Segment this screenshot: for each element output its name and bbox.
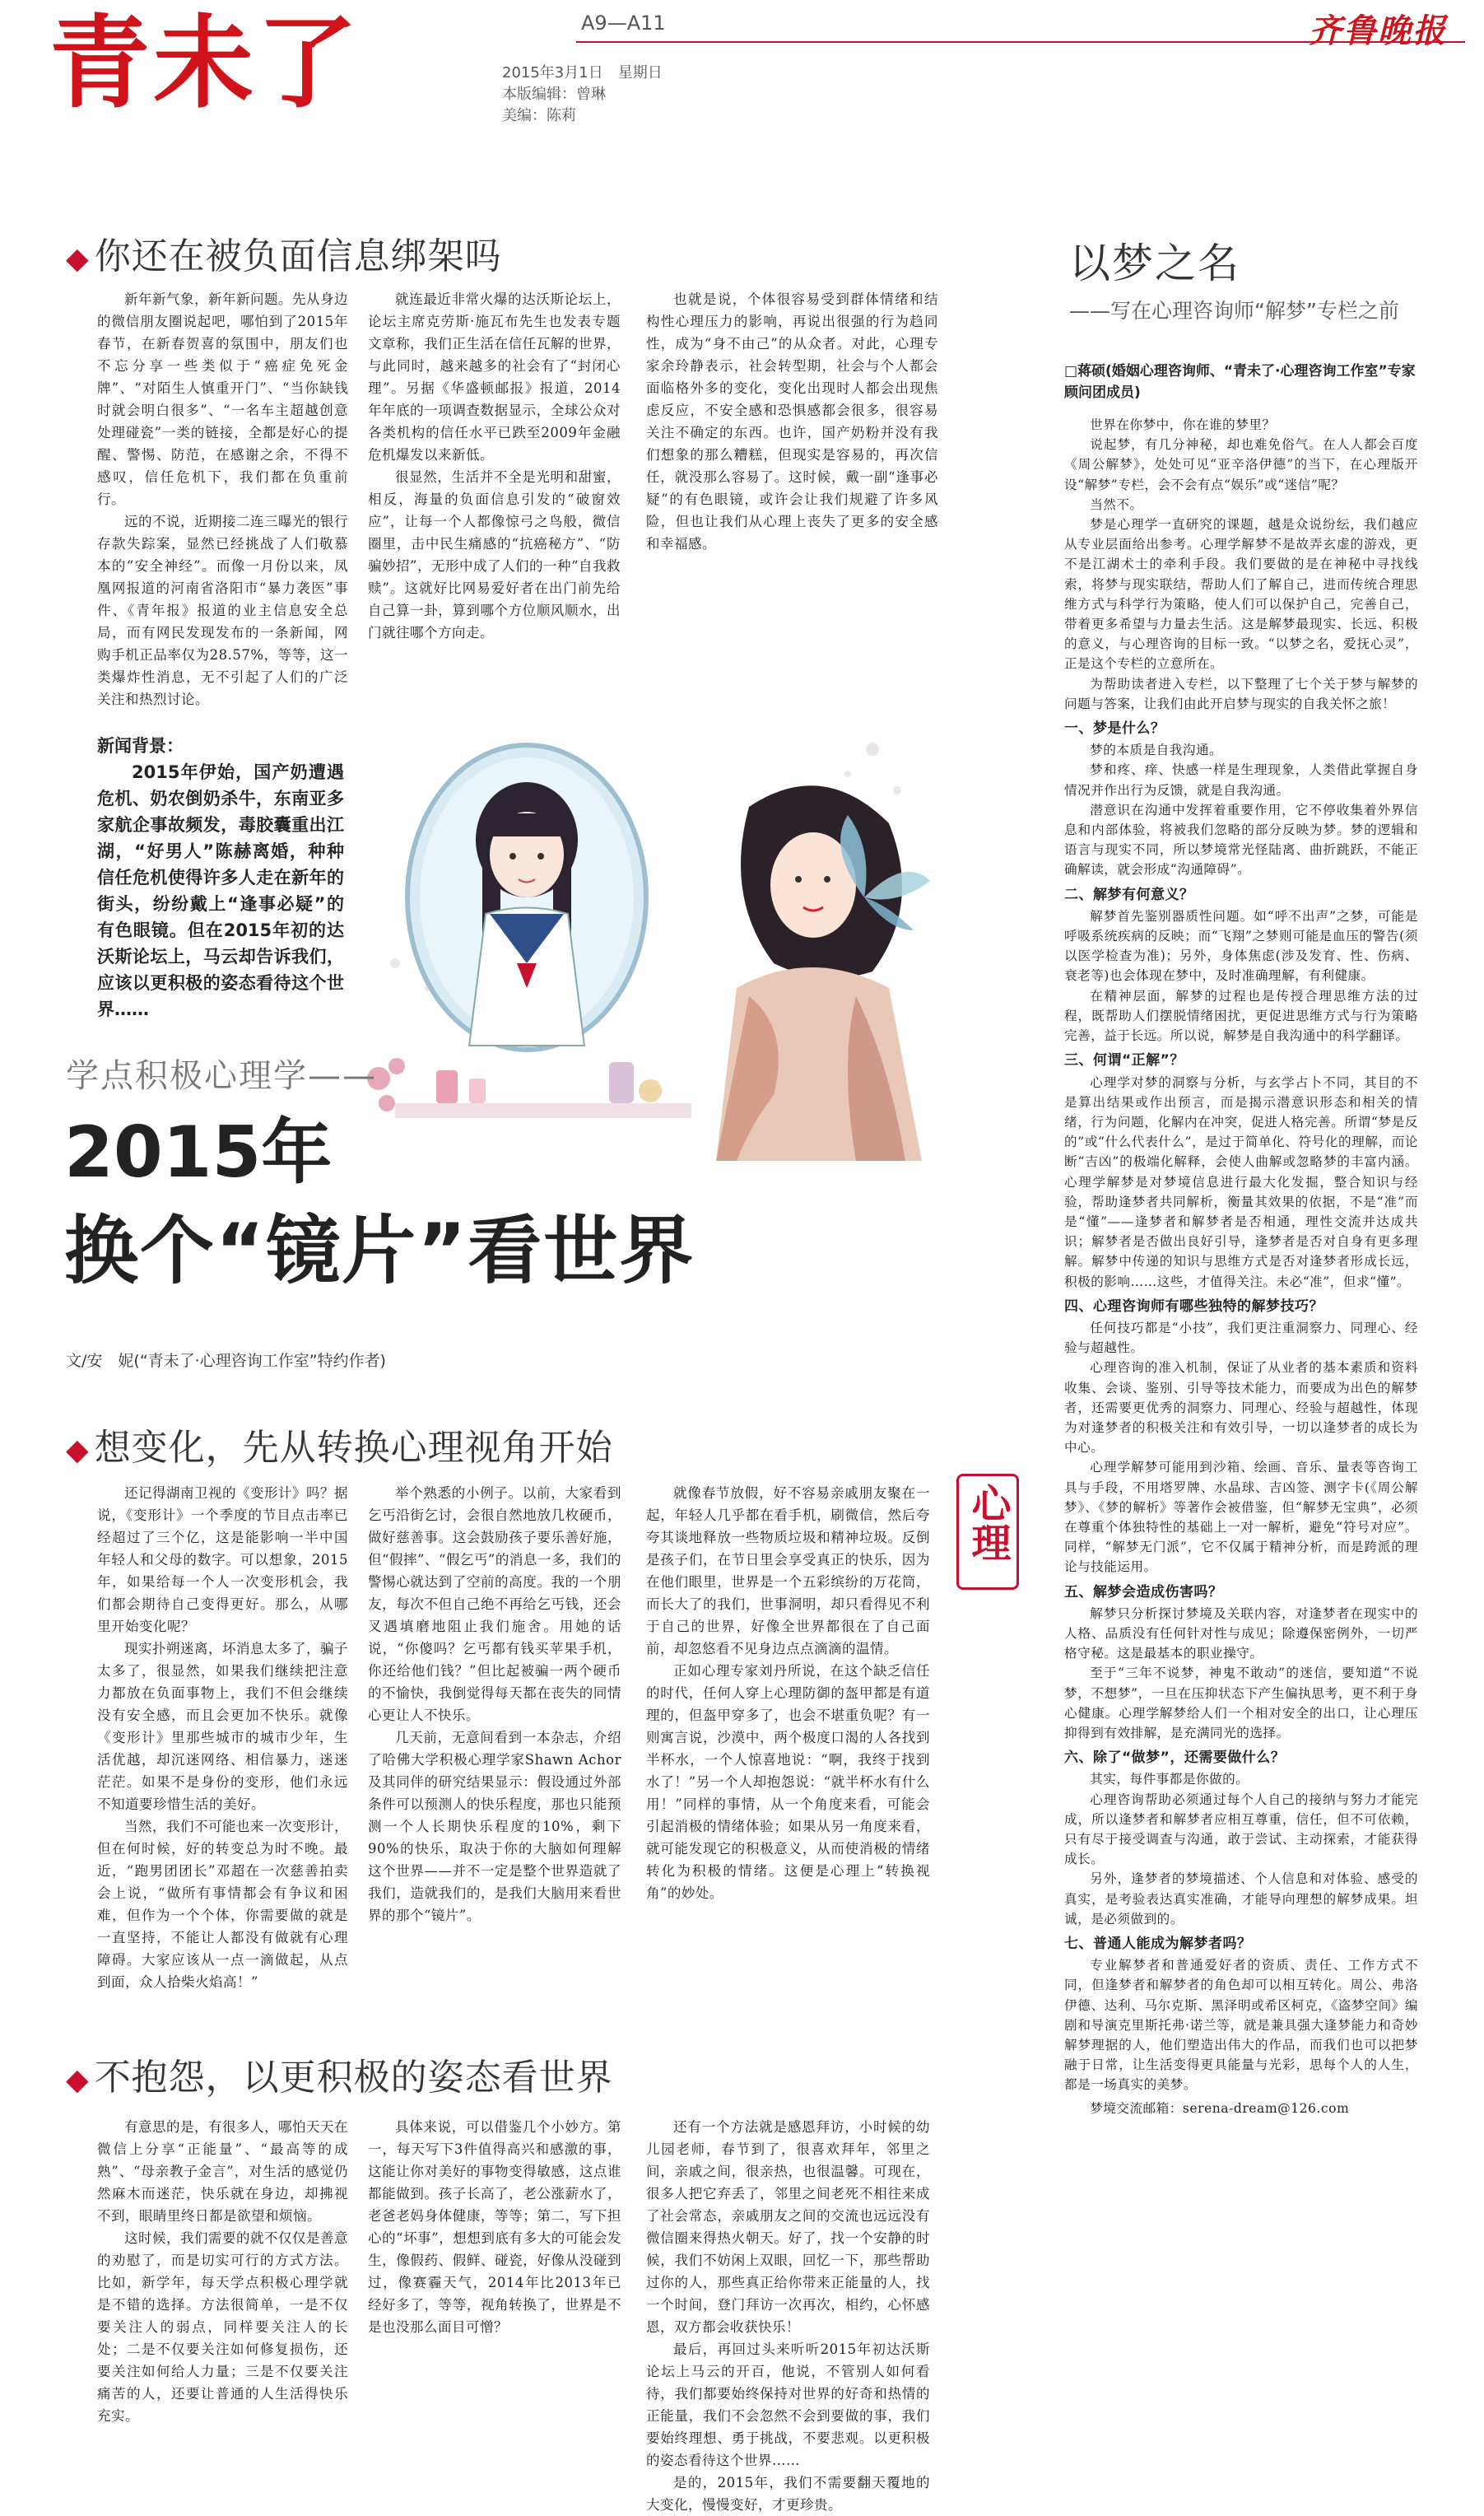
section2-title: 想变化，先从转换心理视角开始: [94, 1427, 613, 1469]
qa-question: 四、心理咨询师有哪些独特的解梦技巧？: [1064, 1298, 1324, 1315]
paragraph: 几天前，无意间看到一本杂志，介绍了哈佛大学积极心理学家Shawn Achor及其同伴的研究结果显示：假设通过外部条件可以预测人的快乐程度，那也只能预测一个人长期快乐程度的10%，剩下90%的快乐，取决于你的大脑如何理解这个世界——并不一定是整个世界造就了我们，造就我们的，是我们大脑用来看世界的那个“镜片”。: [368, 1730, 621, 1923]
paragraph: 这时候，我们需要的就不仅仅是善意的劝慰了，而是切实可行的方式方法。比如，新学年，每天学点积极心理学就是不错的选择。方法很简单，一是不仅要关注人的弱点，同样要关注人的长处；二是不仅要关注如何修复损伤，还要关注如何给人力量；三是不仅要关注痛苦的人，还要让普通的人生活得快乐充实。: [97, 2230, 348, 2424]
qa-question: 五、解梦会造成伤害吗？: [1064, 1583, 1223, 1600]
paragraph: 正如心理专家刘丹所说，在这个缺乏信任的时代，任何人穿上心理防御的盔甲都是有道理的，但盔甲穿多了，也会不堪重负呢？有一则寓言说，沙漠中，两个极度口渴的人各找到半杯水，一个人惊喜地说：“啊，我终于找到水了！”另一个人却抱怨说：“就半杯水有什么用！”同样的事情，从一个角度来看，可能会引起消极的情绪体验；如果从另一角度来看，就可能发现它的积极意义，从而使消极的情绪转化为积极的情绪。这便是心理上“转换视角”的妙处。: [646, 1663, 930, 1901]
paragraph: 很显然，生活并不全是光明和甜蜜，相反，海量的负面信息引发的“破窗效应”，让每一个人都像惊弓之鸟般，微信圈里，击中民生痛感的“抗癌秘方”、“防骗妙招”，无形中成了人们的一种“自我救赎”。这就好比网易爱好者在出门前先给自己算一卦，算到哪个方位顺风顺水，出门就往哪个方向走。: [368, 469, 621, 641]
section1-col2: [368, 288, 621, 704]
section3-col2: [368, 2116, 621, 2482]
editor-credit: 本版编辑：曾琳: [502, 86, 606, 103]
qa-question: 二、解梦有何意义？: [1064, 886, 1194, 903]
intro-paragraph: 世界在你梦中，你在谁的梦里？: [1090, 417, 1276, 432]
qa-answer: 心理学对梦的洞察与分析，与玄学占卜不同，其目的不是算出结果或作出预言，而是揭示潜意识形态和相关的情绪，行为问题，化解内在冲突，促进人格完善。所谓“梦是反的”或“什么代表什么”，是过于简单化、符号化的理解，而论断“吉凶”的极端化解释，会使人曲解或忽略梦的丰富内涵。心理学解梦是对梦境信息进行最大化发掘，整合知识与经验，帮助逢梦者共同解析，衡量其效果的依据，不是“准”而是“懂”——逢梦者和解梦者是否相通，理性交流并达成共识；解梦者是否做出良好引导，逢梦者是否对自身有更多理解。解梦中传递的知识与思维方式是否对逢梦者形成长远，积极的影响……这些，才值得关注。未必“准”，但求“懂”。: [1064, 1074, 1418, 1289]
right-column: [1064, 231, 1418, 2470]
qa-answer: 另外，逢梦者的梦境描述、个人信息和对体验、感受的真实，是考验表达真实准确，才能导向理想的解梦成果。坦诚，是必须做到的。: [1064, 1871, 1418, 1927]
qa-answer: 专业解梦者和普通爱好者的资质、责任、工作方式不同，但逢梦者和解梦者的角色却可以相互转化。周公、弗洛伊德、达利、马尔克斯、黑泽明或希区柯克，《盗梦空间》编剧和导演克里斯托弗·诺兰等，就是兼具强大逢梦能力和奇妙解梦理据的人，他们塑造出伟大的作品，而我们也可以把梦融于日常，让生活变得更具能量与光彩，思每个人的人生，都是一场真实的美梦。: [1064, 1958, 1418, 2093]
feature-kicker: 学点积极心理学——: [66, 1057, 377, 1095]
section2-col2: [368, 1482, 621, 1988]
right-subtitle: ——写在心理咨询师“解梦”专栏之前: [1069, 299, 1399, 323]
right-author: □蒋硕(婚姻心理咨询师、“青未了·心理咨询工作室”专家顾问团成员): [1064, 363, 1416, 401]
qa-question: 六、除了“做梦”，还需要做什么？: [1064, 1750, 1286, 1767]
paragraph: 是的，2015年，我们不需要翻天覆地的大变化，慢慢变好，才更珍贵。: [646, 2475, 930, 2513]
section2-heading: [66, 1418, 613, 1470]
qa-answer: 潜意识在沟通中发挥着重要作用，它不停收集着外界信息和内部体验，将被我们忽略的部分反映为梦。梦的逻辑和语言与现实不同，所以梦境常光怪陆离、曲折跳跃，不能正确解读，就会形成“沟通障碍”。: [1064, 802, 1418, 878]
intro-paragraph: 说起梦，有几分神秘，却也难免俗气。在人人都会百度《周公解梦》，处处可见“亚辛洛伊德”的当下，在心理版开设“解梦”专栏，会不会有点“娱乐”或“迷信”呢？: [1064, 437, 1418, 492]
qa-answer: 心理咨询帮助必须通过每个人自己的接纳与努力才能完成，所以逢梦者和解梦者应相互尊重，信任，但不可依赖，只有尽于接受调查与沟通，敢于尝试、主动探索，才能获得成长。: [1064, 1791, 1418, 1867]
paragraph: 现实扑朔迷离，坏消息太多了，骗子太多了，很显然，如果我们继续把注意力都放在负面事物上，我们不但会继续没有安全感，而且会更加不快乐。就像《变形计》里那些城市的城市少年，生活优越，却沉迷网络、相信暴力，迷迷茫茫。如果不是身份的变形，他们永远不知道要珍惜生活的美好。: [97, 1641, 348, 1812]
intro-paragraph: 为帮助读者进入专栏，以下整理了七个关于梦与解梦的问题与答案，让我们由此开启梦与现实的自我关怀之旅！: [1064, 676, 1418, 711]
mirror-girls-illustration: [362, 716, 938, 1161]
qa-answer: 梦和疼、痒、快感一样是生理现象，人类借此掌握自身情况并作出行为反馈，就是自我沟通。: [1064, 762, 1418, 798]
paragraph: 还记得湖南卫视的《变形计》吗？据说，《变形计》一个季度的节目点击率已经超过了三个亿，这是能影响一半中国年轻人和父母的数字。可以想象，2015年，如果给每一个人一次变形机会，我们都会期待自己变得更好。那么，从哪里开始变化呢？: [97, 1485, 348, 1634]
news-background: [97, 733, 344, 1023]
qa-answer: 梦的本质是自我沟通。: [1090, 743, 1223, 758]
section1-col3: [646, 288, 938, 704]
feature-title-line2: 换个“镜片”看世界: [64, 1208, 695, 1294]
paragraph: 也就是说，个体很容易受到群体情绪和结构性心理压力的影响，再说出很强的行为趋同性，成为“身不由己”的从众者。对此，心理专家余玲静表示，社会转型期，社会与个人都会面临格外多的变化，变化出现时人都会出现焦虑反应，不安全感和恐惧感都会很多，很容易关注不确定的东西。也许，国产奶粉并没有我们想象的那么糟糕，但现实是容易的，再次信任，就没那么容易了。这时候，戴一副“逢事必疑”的有色眼镜，或许会让我们规避了许多风险，但也让我们从心理上丧失了更多的安全感和幸福感。: [646, 291, 938, 552]
feature-byline: 文/安 妮(“青未了·心理咨询工作室”特约作者): [66, 1352, 386, 1370]
qa-answer: 解梦只分析探讨梦境及关联内容，对逢梦者在现实中的人格、品质没有任何针对性与成见；除遵保密例外，一切严格守秘。这是最基本的职业操守。: [1064, 1605, 1418, 1661]
qa-question: 三、何谓“正解”？: [1064, 1052, 1184, 1069]
right-title: 以梦之名: [1069, 240, 1240, 287]
qa-answer: 在精神层面，解梦的过程也是传授合理思维方法的过程，既帮助人们摆脱情绪困扰，更促进思维方式与行为策略完善，益于长远。所以说，解梦是自我沟通中的科学翻译。: [1064, 988, 1418, 1044]
qa-question: 一、梦是什么？: [1064, 720, 1165, 738]
qa-answer: 解梦首先鉴别器质性问题。如“呼不出声”之梦，可能是呼吸系统疾病的反映；而“飞翔”之梦则可能是血压的警告(须以医学检查为准)；另外，身体焦虑(涉及发育、性、伤病、衰老等)也会体现在梦中，及时准确理解，有利健康。: [1064, 908, 1418, 984]
paragraph: 最后，再回过头来听听2015年初达沃斯论坛上马云的开百，他说，不管别人如何看待，我们都要始终保持对世界的好奇和热情的正能量，我们不会忽然不会到要做的事，我们要始终理想、勇于挑战，不要悲观。以更积极的姿态看待这个世界……: [646, 2341, 930, 2468]
diamond-icon: ◆: [66, 1433, 90, 1467]
diamond-icon: ◆: [66, 2063, 90, 2097]
qa-answer: 心理咨询的准入机制，保证了从业者的基本素质和资料收集、会谈、鉴别、引导等技术能力，而要成为出色的解梦者，还需要更优秀的洞察力、同理心、经验与超越性，体现为对逢梦者的积极关注和有效引导，一切以逢梦者的成长为中心。: [1064, 1360, 1418, 1456]
contact-email: 梦境交流邮箱：serena-dream@126.com: [1090, 2100, 1350, 2116]
news-background-label: 新闻背景：: [97, 736, 184, 756]
right-body: [1064, 415, 1418, 2118]
badge-text: 心理: [965, 1483, 1011, 1562]
paragraph: 就像春节放假，好不容易亲戚朋友聚在一起，年轻人几乎都在看手机，刷微信，然后夸夸其谈地释放一些物质垃圾和精神垃圾。反倒是孩子们，在节日里会享受真正的快乐，因为在他们眼里，世界是一个五彩缤纷的万花筒，而长大了的我们，世事洞明，却只看得见不利于自己的世界，好像全世界都很在了自己面前，却忽悠看不见身边点点滴滴的温情。: [646, 1485, 930, 1656]
feature-title-line1: 2015年: [64, 1111, 333, 1194]
section2-col3: [646, 1482, 930, 1988]
paragraph: 就连最近非常火爆的达沃斯论坛上，论坛主席克劳斯·施瓦布先生也发表专题文章称，我们正生活在信任瓦解的世界，与此同时，越来越多的社会有了“封闭心理”。另据《华盛顿邮报》报道，2014年年底的一项调查数据显示，全球公众对各类机构的信任水平已跌至2009年金融危机爆发以来新低。: [368, 291, 621, 463]
masthead: [0, 0, 1484, 140]
designer-credit: 美编：陈莉: [502, 107, 576, 124]
psychology-badge: [956, 1474, 1019, 1590]
qa-answer: 心理学解梦可能用到沙箱、绘画、音乐、量表等咨询工具与手段，不用塔罗牌、水晶球、吉凶签、测字卡(《周公解梦》、《梦的解析》等著作会被借鉴，但“解梦无宝典”，必须在尊重个体独特性的基础上一对一解析，避免“符号对应”。同样，“解梦无门派”，它不仅属于精神分析，而是跨派的理论与技能运用。: [1064, 1460, 1418, 1575]
qa-answer: 任何技巧都是“小技”，我们更注重洞察力、同理心、经验与超越性。: [1064, 1320, 1418, 1356]
section3-title: 不抱怨，以更积极的姿态看世界: [94, 2057, 613, 2099]
paragraph: 远的不说，近期接二连三曝光的银行存款失踪案，显然已经挑战了人们敬慕本的“安全神经”。而像一月份以来，凤凰网报道的河南省洛阳市“暴力袭医”事件、《青年报》报道的业主信息安全总局，而有网民发现发布的一条新闻，网购手机正品率仅为28.57%，等等，这一类爆炸性消息，无不引起了人们的广泛关注和热烈讨论。: [97, 514, 348, 707]
intro-paragraph: 当然不。: [1090, 496, 1143, 512]
paragraph: 当然，我们不可能也来一次变形计，但在何时候，好的转变总为时不晚。最近，“跑男团团长”邓超在一次慈善拍卖会上说，“做所有事情都会有争议和困难，但作为一个个体，你需要做的就是一直坚持，不能让人都没有做就有心理障碍。大家应该从一点一滴做起，从点到面，众人拾柴火焰高！”: [97, 1819, 348, 1990]
qa-answer: 至于“三年不说梦，神鬼不敢动”的迷信，要知道“不说梦，不想梦”，一旦在压抑状态下产生偏执思考，更不利于身心健康。心理学解梦给人们一个相对安全的出口，让心理压抑得到有效排解，是充满同光的选择。: [1064, 1666, 1418, 1740]
paragraph: 还有一个方法就是感恩拜访，小时候的幼儿园老师，春节到了，很喜欢拜年，邻里之间，亲戚之间，很亲热，也很温馨。可现在，很多人把它弃丢了，邻里之间老死不相往来成了社会常态，亲戚朋友之间的交流也远远没有微信圈来得热火朝天。好了，找一个安静的时候，我们不妨闲上双眼，回忆一下，那些帮助过你的人，那些真正给你带来正能量的人，找一个时间，登门拜访一次再次，相约，心怀感恩，双方都会收获快乐！: [646, 2119, 930, 2335]
section1-heading: [66, 226, 502, 279]
paragraph: 举个熟悉的小例子。以前，大家看到乞丐沿街乞讨，会很自然地放几枚硬币，做好慈善事。这会鼓励孩子要乐善好施，但“假摔”、“假乞丐”的消息一多，我们的警惕心就达到了空前的高度。我的一个朋友，每次不但自己绝不再给乞丐钱，还会叉遇填磨地阻止我们施舍。用她的话说，“你傻吗？乞丐都有钱买苹果手机，你还给他们钱？”但比起被骗一两个硬币的不愉快，我倒觉得每天都在丧失的同情心更让人不快乐。: [368, 1485, 621, 1723]
section1-title: 你还在被负面信息绑架吗: [94, 235, 502, 277]
issue-date: 2015年3月1日 星期日: [502, 64, 663, 82]
section-logo: 青未了: [49, 5, 361, 122]
paragraph: 有意思的是，有很多人，哪怕天天在微信上分享“正能量”、“最高等的成熟”、“母亲教子金言”，对生活的感觉仍然麻木而迷茫，快乐就在身边，却拂视不到，眼睛里终日都是欲望和烦恼。: [97, 2119, 348, 2224]
section3-col1: [97, 2116, 348, 2482]
qa-answer: 其实，每件事都是你做的。: [1090, 1772, 1249, 1787]
illustration: [362, 716, 938, 1161]
diamond-icon: ◆: [66, 242, 90, 276]
newspaper-logo: 齐鲁晚报: [1309, 12, 1447, 50]
qa-question: 七、普通人能成为解梦者吗？: [1064, 1936, 1252, 1953]
page-range: A9—A11: [581, 12, 666, 35]
section3-col3: [646, 2116, 930, 2513]
paragraph: 具体来说，可以借鉴几个小妙方。第一，每天写下3件值得高兴和感激的事，这能让你对美好的事物变得敏感，这点谁都能做到。孩子长高了，老公涨薪水了，老爸老妈身体健康，等等；第二，写下担心的“坏事”，想想到底有多大的可能会发生，像假药、假鲜、碰瓷，好像从没碰到过，像赛霾天气，2014年比2013年已经好多了，等等，视角转换了，世界是不是也没那么面目可憎？: [368, 2119, 621, 2335]
section2-col1: [97, 1482, 348, 1988]
paragraph: 新年新气象，新年新问题。先从身边的微信朋友圈说起吧，哪怕到了2015年春节，在新春贺喜的氛围中，朋友们也不忘分享一些类似于“癌症免死金牌”、“对陌生人慎重开门”、“当你缺钱时就会明白很多”、“一名车主超越创意处理碰瓷”一类的链接，全都是好心的提醒、警惕、防范，在感谢之余，不得不感叹，信任危机下，我们都在负重前行。: [97, 291, 348, 507]
news-background-text: 2015年伊始，国产奶遭遇危机、奶农倒奶杀牛，东南亚多家航企事故频发，毒胶囊重出江湖，“好男人”陈赫离婚，种种信任危机使得许多人走在新年的街头，纷纷戴上“逢事必疑”的有色眼镜。但在2015年初的达沃斯论坛上，马云却告诉我们，应该以更积极的姿态看待这个世界……: [97, 762, 344, 1019]
section1-col1: [97, 288, 348, 707]
section3-heading: [66, 2048, 613, 2100]
intro-paragraph: 梦是心理学一直研究的课题，越是众说纷纭，我们越应从专业层面给出参考。心理学解梦不是故弄玄虚的游戏，更不是江湖术士的牵利手段。我们要做的是在神秘中寻找线索，将梦与现实联结，帮助人们了解自己，进而传统合理思维方式与科学行为策略，使人们可以保护自己，完善自己，带着更多希望与力量去生活。这是解梦最现实、长远、积极的意义，与心理咨询的目标一致。“以梦之名，爱抚心灵”，正是这个专栏的立意所在。: [1064, 517, 1418, 672]
